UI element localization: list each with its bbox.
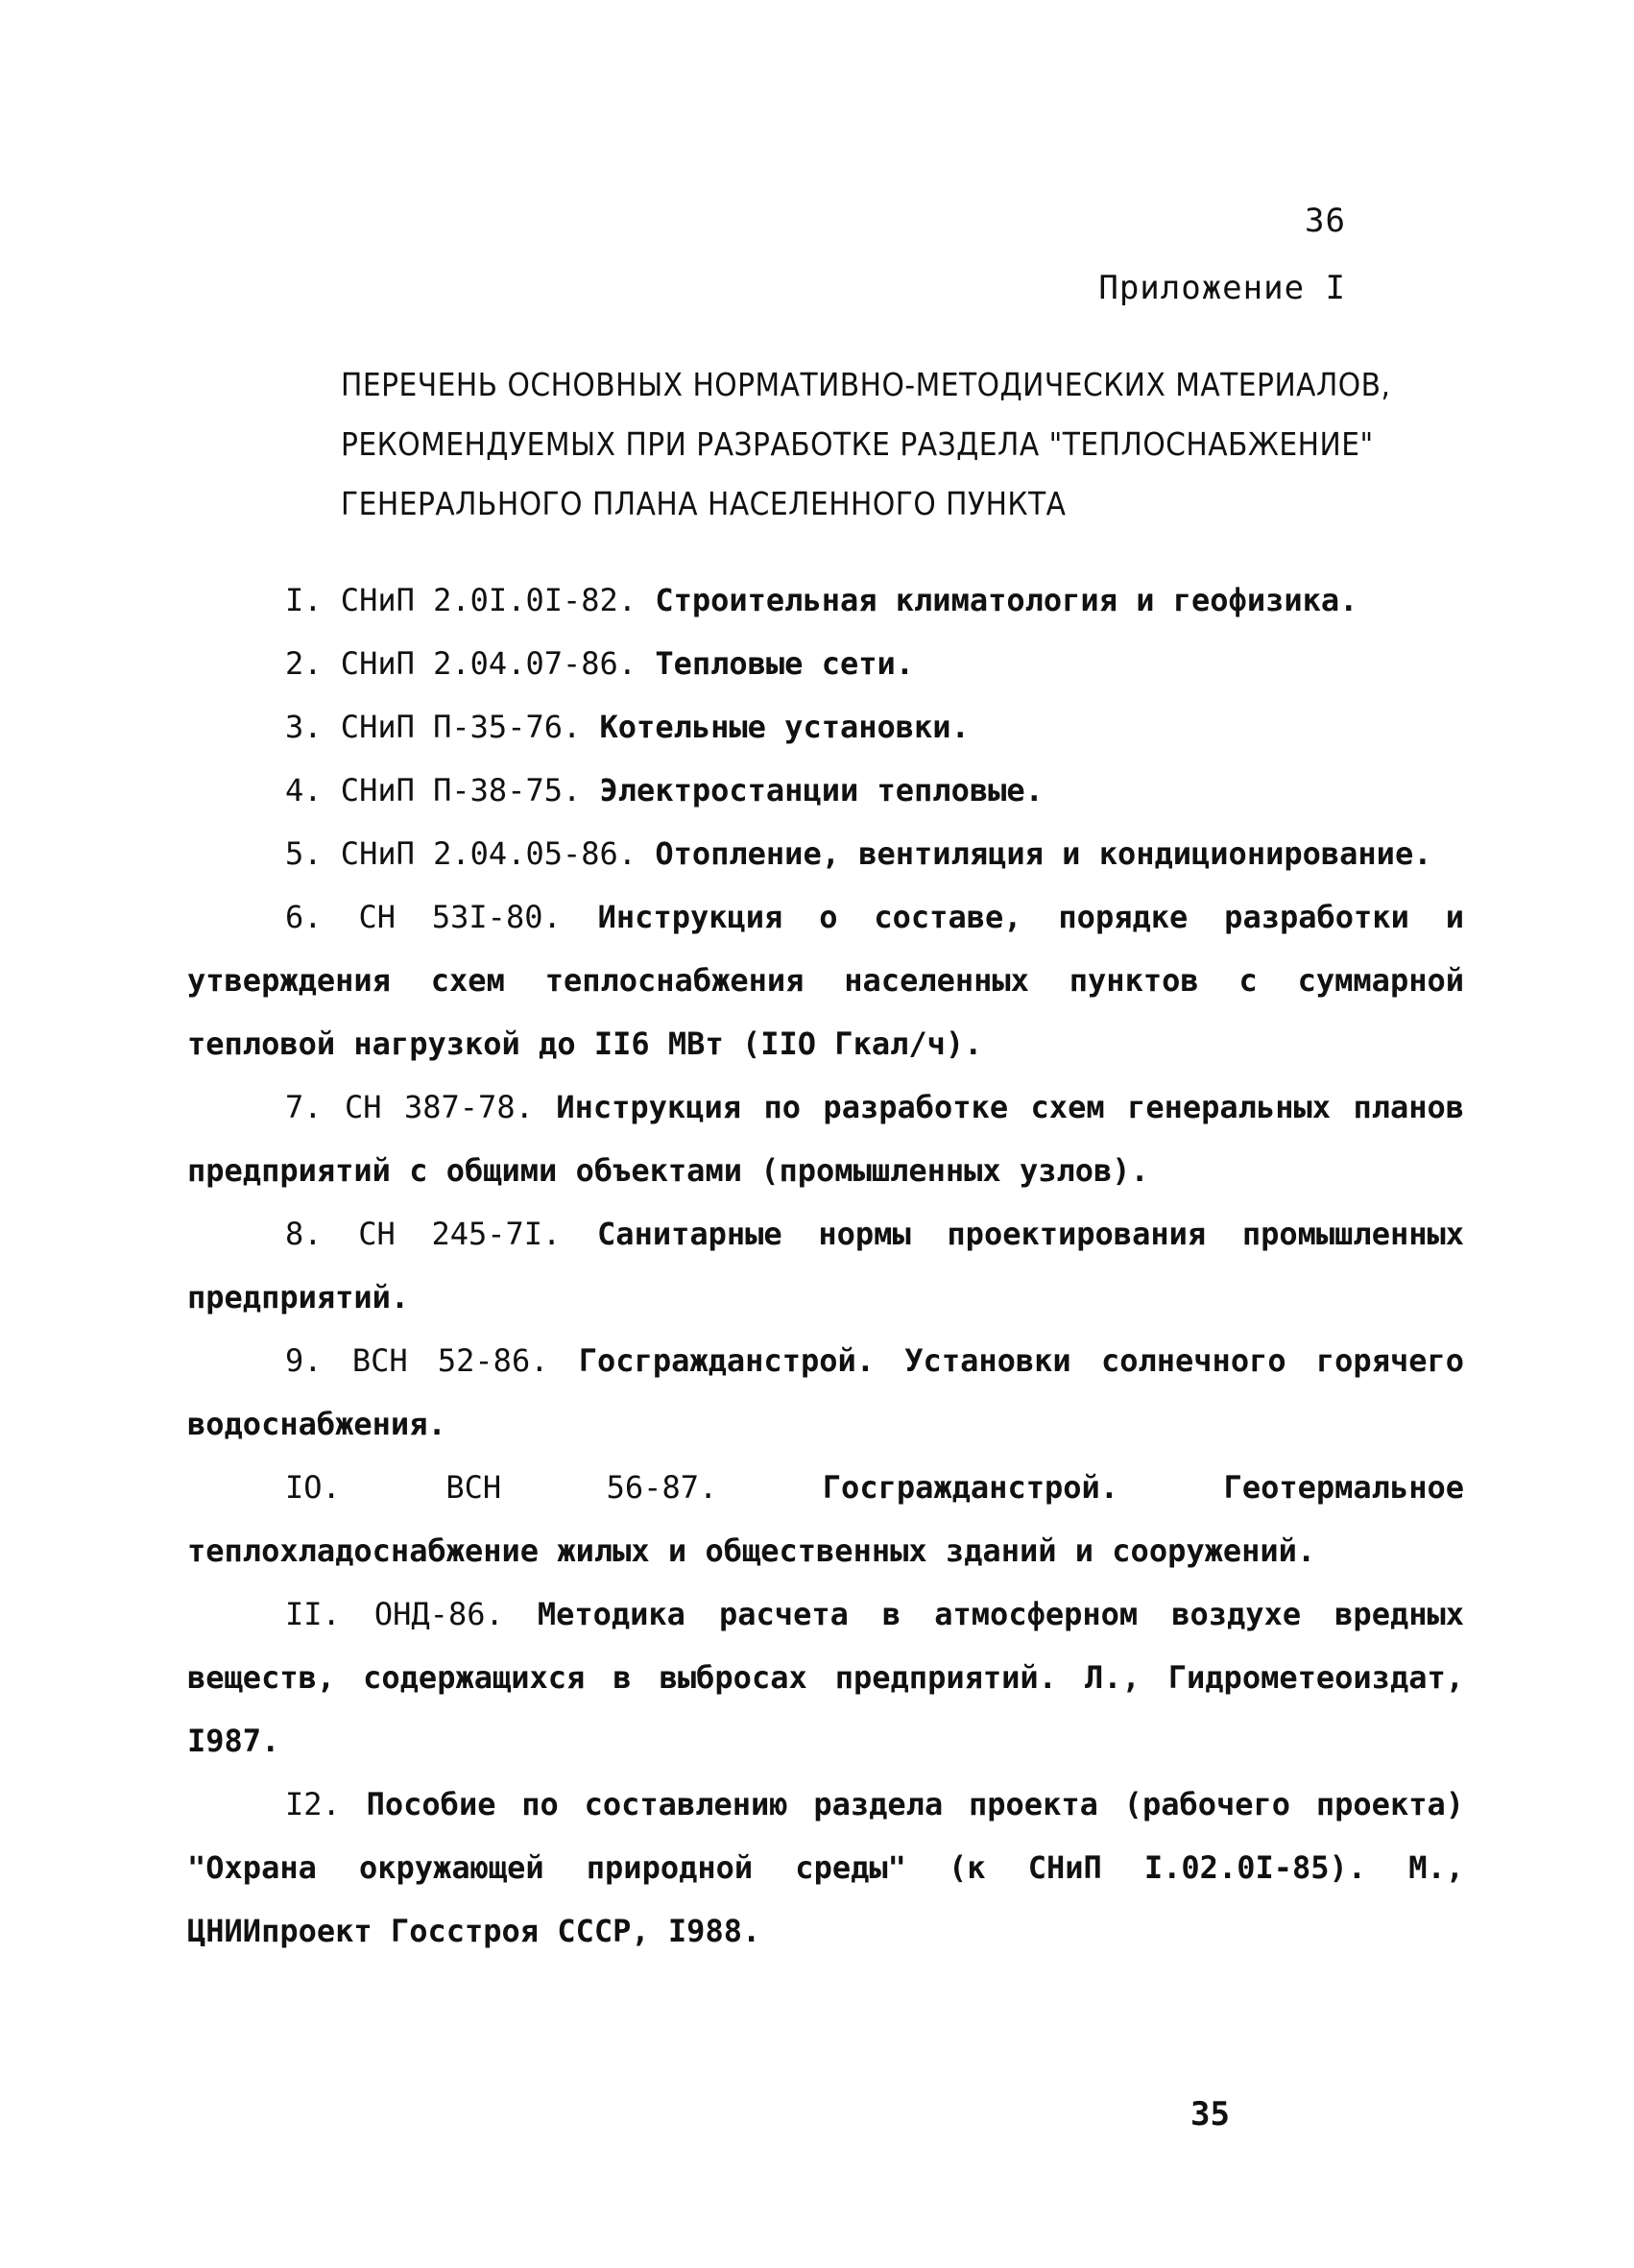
- item-number: 6.: [285, 899, 323, 935]
- item-text: Котельные установки.: [599, 709, 970, 745]
- list-item: [187, 885, 1464, 1075]
- item-code: СН 245-7I.: [358, 1216, 562, 1252]
- item-number: I.: [285, 582, 323, 618]
- item-number: 8.: [285, 1216, 323, 1252]
- list-item: [187, 568, 1464, 632]
- list-item: [187, 1075, 1464, 1202]
- item-text: Пособие по составлению раздела проекта (рабочего проекта) "Охрана окружающей природной среды" (к СНиП I.02.0I-85). М., ЦНИИпроект Госстроя СССР, I988.: [187, 1786, 1465, 1949]
- list-item: [187, 822, 1464, 885]
- title-line-1: ПЕРЕЧЕНЬ ОСНОВНЫХ НОРМАТИВНО-МЕТОДИЧЕСКИХ МАТЕРИАЛОВ,: [341, 366, 1391, 403]
- item-code: СН 53I-80.: [358, 899, 562, 935]
- page-number-bottom: 35: [1190, 2095, 1230, 2134]
- item-text: Строительная климатология и геофизика.: [655, 582, 1358, 618]
- item-number: 5.: [285, 835, 323, 872]
- item-number: 3.: [285, 709, 323, 745]
- item-code: СН 387-78.: [345, 1089, 534, 1125]
- list-item: [187, 1773, 1464, 1963]
- item-code: СНиП 2.04.05-86.: [340, 835, 637, 872]
- item-text: Инструкция о составе, порядке разработки и утверждения схем теплоснабжения населенных пунктов с суммарной тепловой нагрузкой до II6 МВт (IIO Гкал/ч).: [187, 899, 1464, 1062]
- item-text: Госгражданстрой. Установки солнечного горячего водоснабжения.: [187, 1342, 1465, 1442]
- title-line-3: ГЕНЕРАЛЬНОГО ПЛАНА НАСЕЛЕННОГО ПУНКТА: [341, 485, 1067, 522]
- item-number: 7.: [285, 1089, 323, 1125]
- item-number: 2.: [285, 645, 323, 682]
- item-text: Отопление, вентиляция и кондиционирование.: [655, 835, 1432, 872]
- item-code: СНиП П-38-75.: [340, 772, 582, 808]
- list-item: [187, 695, 1464, 759]
- item-number: I2.: [285, 1786, 341, 1822]
- list-item: [187, 759, 1464, 822]
- item-number: 9.: [285, 1342, 323, 1379]
- list-item: [187, 1329, 1464, 1456]
- list-item: [187, 632, 1464, 695]
- appendix-label: Приложение I: [1098, 269, 1346, 307]
- item-code: СНиП П-35-76.: [340, 709, 582, 745]
- title-line-2: РЕКОМЕНДУЕМЫХ ПРИ РАЗРАБОТКЕ РАЗДЕЛА "ТЕПЛОСНАБЖЕНИЕ": [341, 425, 1374, 463]
- item-number: 4.: [285, 772, 323, 808]
- item-text: Госгражданстрой. Геотермальное теплохладоснабжение жилых и общественных зданий и сооружений.: [187, 1469, 1465, 1569]
- list-item: [187, 1456, 1464, 1582]
- page-number-top: 36: [1305, 202, 1346, 240]
- item-text: Методика расчета в атмосферном воздухе вредных веществ, содержащихся в выбросах предприятий. Л., Гидрометеоиздат, I987.: [187, 1596, 1465, 1759]
- item-code: СНиП 2.04.07-86.: [340, 645, 637, 682]
- item-text: Санитарные нормы проектирования промышленных предприятий.: [187, 1216, 1465, 1315]
- item-text: Инструкция по разработке схем генеральных планов предприятий с общими объектами (промышленных узлов).: [187, 1089, 1465, 1189]
- reference-list: [187, 568, 1464, 1963]
- list-item: [187, 1202, 1464, 1329]
- item-code: ОНД-86.: [373, 1596, 504, 1632]
- item-code: ВСН 56-87.: [445, 1469, 718, 1506]
- item-number: IO.: [285, 1469, 341, 1506]
- document-title: [341, 355, 1397, 534]
- item-code: ВСН 52-86.: [351, 1342, 549, 1379]
- list-item: [187, 1582, 1464, 1773]
- item-code: СНиП 2.0I.0I-82.: [340, 582, 637, 618]
- item-text: Электростанции тепловые.: [599, 772, 1044, 808]
- item-text: Тепловые сети.: [655, 645, 915, 682]
- item-number: II.: [285, 1596, 341, 1632]
